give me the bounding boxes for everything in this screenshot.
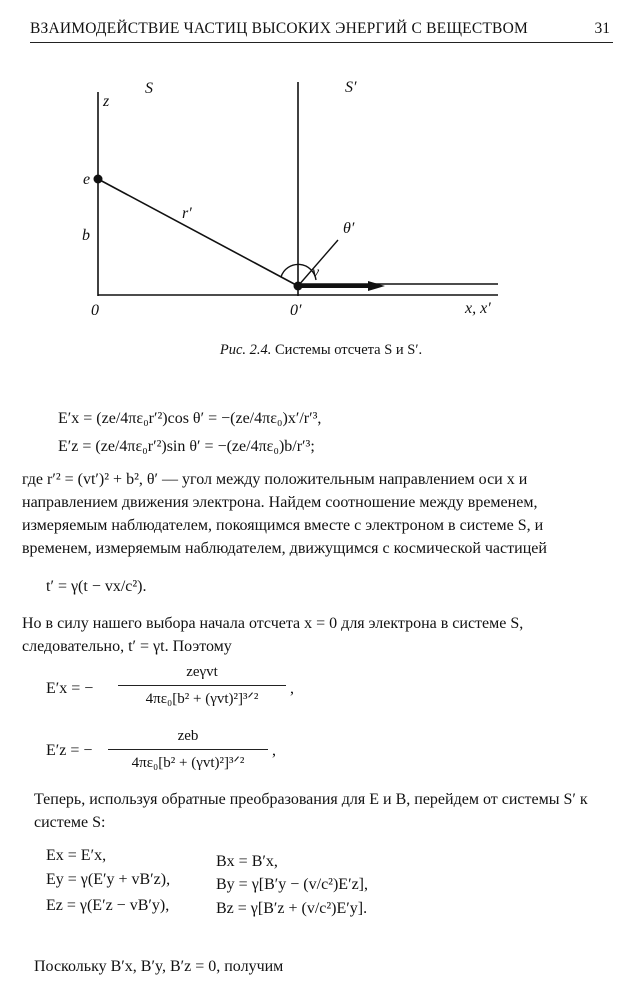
label-s: S: [145, 80, 153, 97]
frac2-lhs: E′z = −: [46, 742, 93, 759]
particle-point: [294, 282, 303, 291]
system-row-1-left: Ex = E′x,: [46, 847, 107, 864]
label-b: b: [82, 227, 90, 244]
paragraph-conclusion: Поскольку B′x, B′y, B′z = 0, получим: [34, 958, 284, 975]
page-number: 31: [594, 20, 610, 37]
label-theta-prime: θ′: [343, 220, 355, 237]
system-row-1-right: Bx = B′x,: [216, 853, 278, 870]
frac1-tail: ,: [290, 680, 294, 697]
label-s-prime: S′: [345, 79, 357, 96]
caption-prefix: Рис. 2.4.: [219, 342, 272, 358]
reference-frames-figure: [0, 0, 642, 335]
frac2: [108, 728, 268, 772]
paragraph-inverse-transform: Теперь, используя обратные преобразования для E и B, перейдем от системы S′ к системе S:: [34, 791, 588, 831]
label-r-prime: r′: [182, 205, 192, 222]
frac1: [118, 664, 286, 708]
frac2-numerator: zeb: [177, 728, 199, 744]
caption-text: Системы отсчета S и S′.: [275, 342, 423, 358]
frac2-tail: ,: [272, 742, 276, 759]
label-z: z: [103, 93, 110, 110]
frac2-denominator: 4πε₀[b² + (γvt)²]³ᐟ²: [108, 749, 268, 772]
equation-time-transform: t′ = γ(t − vx/c²).: [46, 578, 147, 595]
system-row-3-left: Ez = γ(E′z − vB′y),: [46, 897, 170, 914]
system-row-3-right: Bz = γ[B′z + (v/c²)E′y].: [216, 900, 368, 917]
velocity-arrowhead: [368, 281, 385, 291]
frac1-numerator: zeγvt: [186, 664, 218, 680]
running-header-title: ВЗАИМОДЕЙСТВИЕ ЧАСТИЦ ВЫСОКИХ ЭНЕРГИЙ С ВЕЩЕСТВОМ: [30, 20, 528, 37]
equation-ex-prime: E′x = (ze/4πε₀r′²)cos θ′ = −(ze/4πε₀)x′/r′³,: [58, 410, 322, 427]
paragraph-definition: где r′² = (vt′)² + b², θ′ — угол между положительным направлением оси x и направлением движения электрона. Найдем соотношение между временем, измеряемым наблюдателем, покоящимся вместе с электроном в системе S, и временем, измеряемым наблюдателем, движущимся с космической частицей: [22, 471, 547, 557]
figure-caption: [0, 342, 642, 359]
equation-ez-prime: E′z = (ze/4πε₀r′²)sin θ′ = −(ze/4πε₀)b/r′³;: [58, 438, 315, 455]
system-row-2-right: By = γ[B′y − (v/c²)E′z],: [216, 876, 368, 893]
label-origin: 0: [91, 302, 99, 319]
paragraph-origin-choice: Но в силу нашего выбора начала отсчета x = 0 для электрона в системе S, следовательно, t′ = γt. Поэтому: [22, 615, 524, 655]
r-prime-line: [98, 179, 298, 286]
frac1-denominator: 4πε₀[b² + (γvt)²]³ᐟ²: [118, 685, 286, 708]
electron-point: [94, 175, 103, 184]
label-origin-prime: 0′: [290, 302, 302, 319]
system-row-2-left: Ey = γ(E′y + vB′z),: [46, 871, 171, 888]
label-v: v: [312, 264, 320, 281]
frac1-lhs: E′x = −: [46, 680, 94, 697]
label-x-axis: x, x′: [465, 300, 491, 317]
label-e: e: [83, 171, 91, 188]
